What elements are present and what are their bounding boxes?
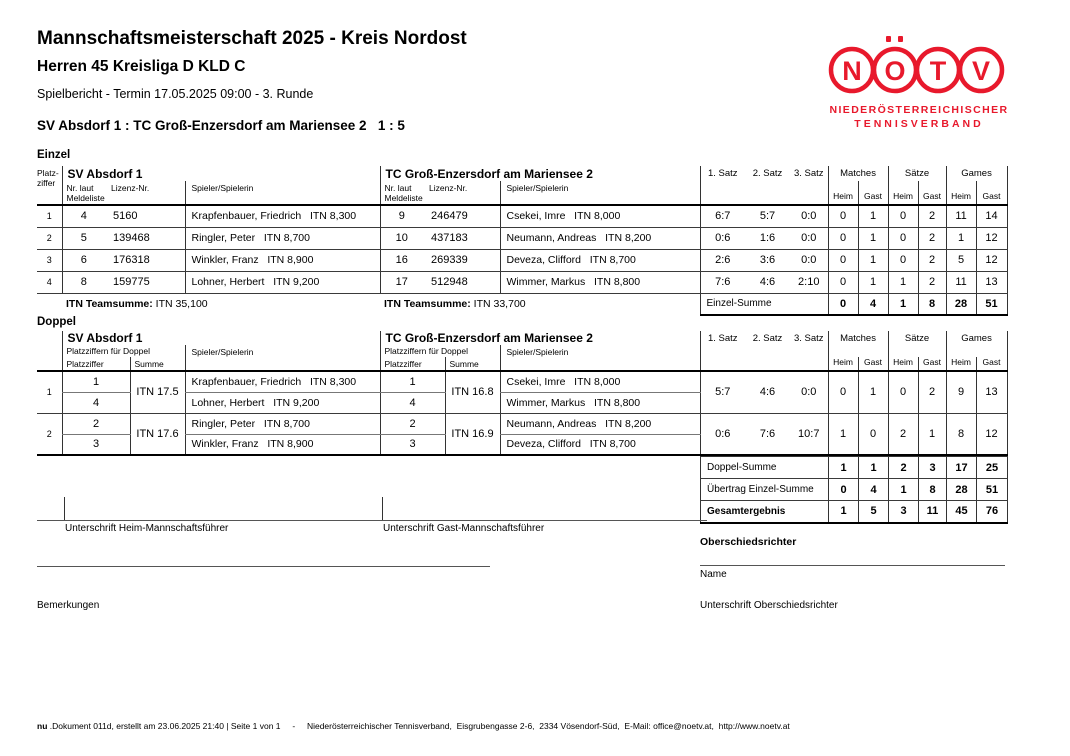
games-gast-label: Gast [976,357,1007,371]
cell-satz1: 6:7 [700,205,745,227]
page-footer [37,721,790,731]
home-signature-label: Unterschrift Heim-Mannschaftsführer [65,523,229,534]
cell-guest-summe: ITN 16.9 [445,413,500,455]
col-games: Games [946,166,1007,181]
cell-guest-spieler-2: Wimmer, Markus ITN 8,800 [500,392,700,413]
cell-satz3: 0:0 [790,249,828,271]
cell-satz1: 5:7 [700,371,745,413]
cell-home-nr: 6 [62,249,105,271]
home-col-spieler: Spieler/Spielerin [185,345,380,371]
cell-satz3: 2:10 [790,271,828,293]
cell-platz: 4 [37,271,62,293]
cell-satz2: 5:7 [745,205,790,227]
cell-home-summe: ITN 17.6 [130,413,185,455]
cell-guest-lizenz: 437183 [423,227,500,249]
cell-guest-platzziffer-2: 3 [380,434,445,455]
cell-matches-heim: 1 [828,413,858,455]
cell-home-platzziffer-1: 2 [62,413,130,434]
matches-heim-label: Heim [828,181,858,205]
cell-satz2: 7:6 [745,413,790,455]
cell-games-gast: 13 [976,371,1007,413]
cell-matches-gast: 1 [858,227,888,249]
cell-saetze-heim: 0 [888,205,918,227]
val-games-gast: 51 [977,479,1008,501]
home-col-spieler: Spieler/Spielerin [185,181,380,205]
saetze-gast-label: Gast [918,181,946,205]
guest-col-spieler: Spieler/Spielerin [500,181,700,205]
val-saetze-gast: 8 [919,479,947,501]
val-matches-gast: 1 [859,457,889,479]
guest-col-platzziffern: Platzziffern für Doppel [380,345,500,357]
cell-home-lizenz: 139468 [105,227,185,249]
cell-games-gast: 14 [976,205,1007,227]
einzel-table [37,166,1008,316]
home-signature-tick [64,497,65,520]
matches-heim-label: Heim [828,357,858,371]
cell-guest-spieler-2: Deveza, Clifford ITN 8,700 [500,434,700,455]
cell-guest-spieler: Deveza, Clifford ITN 8,700 [500,249,700,271]
games-heim-label: Heim [946,181,976,205]
referee-title: Oberschiedsrichter [700,536,797,548]
cell-guest-lizenz: 246479 [423,205,500,227]
col-satz2: 2. Satz [745,331,790,371]
cell-matches-gast: 1 [858,249,888,271]
guest-col-summe: Summe [445,357,500,371]
home-col-lizenz: Lizenz-Nr. [105,181,185,205]
signature-baseline [37,520,707,521]
guest-col-spieler: Spieler/Spielerin [500,345,700,371]
guest-signature-tick [382,497,383,520]
val-matches-heim: 0 [829,479,859,501]
remarks-label: Bemerkungen [37,600,100,611]
val-games-heim: 28 [947,479,977,501]
cell-home-spieler: Winkler, Franz ITN 8,900 [185,249,380,271]
cell-matches-gast: 1 [858,205,888,227]
cell-matches-heim: 0 [828,205,858,227]
report-line: Spielbericht - Termin 17.05.2025 09:00 - 3. Runde [37,87,314,101]
saetze-heim-label: Heim [888,357,918,371]
cell-home-platzziffer-2: 4 [62,392,130,413]
guest-signature-label: Unterschrift Gast-Mannschaftsführer [383,523,545,534]
logo-letter-4: V [971,56,991,86]
cell-home-nr: 5 [62,227,105,249]
einzel-row-3 [37,249,1007,271]
platzziffer-header: Platz- ziffer [37,166,62,205]
home-teamsumme: ITN Teamsumme: ITN 35,100 [66,298,208,311]
logo-text-line1: NIEDERÖSTERREICHISCHER [829,104,1009,116]
cell-home-spieler: Lohner, Herbert ITN 9,200 [185,271,380,293]
cell-home-lizenz: 159775 [105,271,185,293]
cell-satz1: 2:6 [700,249,745,271]
val-games-heim: 17 [947,457,977,479]
cell-games-gast: 12 [976,249,1007,271]
cell-saetze-gast: 1 [918,413,946,455]
cell-satz1: 7:6 [700,271,745,293]
cell-games-gast: 13 [976,271,1007,293]
games-gast-label: Gast [976,181,1007,205]
cell-games-heim: 1 [946,227,976,249]
cell-satz2: 4:6 [745,371,790,413]
cell-guest-spieler: Neumann, Andreas ITN 8,200 [500,227,700,249]
col-satz1: 1. Satz [700,166,745,205]
cell-matches-heim: 0 [828,249,858,271]
summe-saetze-gast: 8 [918,293,946,315]
cell-saetze-gast: 2 [918,249,946,271]
einzel-header-row-1 [37,166,1007,181]
cell-saetze-gast: 2 [918,371,946,413]
val-saetze-gast: 3 [919,457,947,479]
cell-home-spieler: Ringler, Peter ITN 8,700 [185,227,380,249]
logo-text-line2: TENNISVERBAND [854,118,984,130]
gesamtergebnis-label: Gesamtergebnis [701,501,829,523]
home-col-platzziffer: Platzziffer [62,357,130,371]
col-games: Games [946,331,1007,357]
uebertrag-label: Übertrag Einzel-Summe [701,479,829,501]
cell-guest-spieler: Wimmer, Markus ITN 8,800 [500,271,700,293]
cell-satz3: 0:0 [790,371,828,413]
summe-games-gast: 51 [976,293,1007,315]
cell-games-heim: 8 [946,413,976,455]
cell-guest-nr: 17 [380,271,423,293]
val-games-gast: 76 [977,501,1008,523]
cell-home-nr: 4 [62,205,105,227]
match-result-line: SV Absdorf 1 : TC Groß-Enzersdorf am Mariensee 2 1 : 5 [37,118,405,133]
cell-platz: 2 [37,227,62,249]
saetze-gast-label: Gast [918,357,946,371]
page-title: Mannschaftsmeisterschaft 2025 - Kreis Nordost [37,28,467,49]
cell-home-nr: 8 [62,271,105,293]
cell-matches-gast: 0 [858,413,888,455]
gesamtergebnis-row [701,501,1008,523]
einzel-row-1 [37,205,1007,227]
footer-prefix: nu [37,721,48,731]
cell-home-spieler: Krapfenbauer, Friedrich ITN 8,300 [185,205,380,227]
doppel-summe-label: Doppel-Summe [701,457,829,479]
cell-saetze-gast: 2 [918,271,946,293]
footer-document-info: .Dokument 011d, erstellt am 23.06.2025 21:40 | Seite 1 von 1 - [47,721,307,731]
einzel-row-2 [37,227,1007,249]
games-heim-label: Heim [946,357,976,371]
cell-guest-spieler-1: Csekei, Imre ITN 8,000 [500,371,700,392]
cell-matches-gast: 1 [858,271,888,293]
home-team-name: SV Absdorf 1 [62,166,380,181]
matches-gast-label: Gast [858,181,888,205]
einzel-row-4 [37,271,1007,293]
cell-matches-heim: 0 [828,227,858,249]
cell-home-spieler-1: Ringler, Peter ITN 8,700 [185,413,380,434]
col-satz3: 3. Satz [790,331,828,371]
cell-satz3: 10:7 [790,413,828,455]
logo-letter-2: O [884,56,906,86]
cell-matches-heim: 0 [828,371,858,413]
cell-guest-summe: ITN 16.8 [445,371,500,413]
val-saetze-heim: 2 [889,457,919,479]
col-matches: Matches [828,166,888,181]
doppel-summe-row [701,457,1008,479]
guest-col-platzziffer: Platzziffer [380,357,445,371]
cell-saetze-heim: 0 [888,249,918,271]
cell-home-spieler-1: Krapfenbauer, Friedrich ITN 8,300 [185,371,380,392]
doppel-table [37,331,1008,456]
logo-letter-3: T [929,56,947,86]
val-matches-heim: 1 [829,501,859,523]
cell-guest-nr: 16 [380,249,423,271]
einzel-summe-label: Einzel-Summe [700,293,828,315]
footer-association-info: Niederösterreichischer Tennisverband, Eisgrubengasse 2-6, 2334 Vösendorf-Süd, E-Mail: office@noetv.at, http://www.noetv.at [306,721,790,731]
summary-table [700,456,1008,524]
cell-guest-lizenz: 512948 [423,271,500,293]
summe-games-heim: 28 [946,293,976,315]
cell-satz1: 0:6 [700,227,745,249]
cell-guest-nr: 9 [380,205,423,227]
home-col-platzziffern: Platzziffern für Doppel [62,345,185,357]
guest-team-name: TC Groß-Enzersdorf am Mariensee 2 [380,331,700,345]
summe-saetze-heim: 1 [888,293,918,315]
col-matches: Matches [828,331,888,357]
cell-matches-gast: 1 [858,371,888,413]
cell-games-heim: 11 [946,271,976,293]
logo-letter-1: N [842,56,862,86]
einzel-header-row-2 [37,181,1007,205]
referee-name-line [700,565,1005,566]
val-matches-heim: 1 [829,457,859,479]
cell-home-lizenz: 5160 [105,205,185,227]
cell-matches-heim: 0 [828,271,858,293]
cell-games-heim: 5 [946,249,976,271]
val-games-heim: 45 [947,501,977,523]
einzel-section-title: Einzel [37,149,71,161]
col-saetze: Sätze [888,166,946,181]
cell-guest-spieler: Csekei, Imre ITN 8,000 [500,205,700,227]
noetv-logo-circles [824,30,1014,98]
cell-guest-platzziffer-1: 2 [380,413,445,434]
cell-platz: 1 [37,205,62,227]
val-games-gast: 25 [977,457,1008,479]
cell-games-heim: 11 [946,205,976,227]
cell-guest-platzziffer-1: 1 [380,371,445,392]
cell-guest-lizenz: 269339 [423,249,500,271]
doppel-header-row-1 [37,331,1007,345]
remarks-line [37,566,490,567]
cell-guest-nr: 10 [380,227,423,249]
home-col-nr: Nr. laut Meldeliste [62,181,105,205]
doppel-row-1a [37,371,1007,392]
cell-saetze-heim: 0 [888,371,918,413]
cell-platz: 2 [37,413,62,455]
guest-col-nr: Nr. laut Meldeliste [380,181,423,205]
einzel-summe-row [37,293,1007,315]
cell-home-lizenz: 176318 [105,249,185,271]
cell-satz3: 0:0 [790,205,828,227]
col-satz2: 2. Satz [745,166,790,205]
cell-satz2: 1:6 [745,227,790,249]
val-saetze-gast: 11 [919,501,947,523]
cell-platz: 3 [37,249,62,271]
cell-saetze-heim: 2 [888,413,918,455]
cell-guest-platzziffer-2: 4 [380,392,445,413]
cell-satz2: 4:6 [745,271,790,293]
noetv-logo [824,30,1014,130]
cell-home-platzziffer-2: 3 [62,434,130,455]
summe-matches-heim: 0 [828,293,858,315]
cell-saetze-gast: 2 [918,227,946,249]
cell-games-gast: 12 [976,227,1007,249]
cell-satz1: 0:6 [700,413,745,455]
matches-gast-label: Gast [858,357,888,371]
col-satz1: 1. Satz [700,331,745,371]
val-matches-gast: 5 [859,501,889,523]
col-satz3: 3. Satz [790,166,828,205]
league-subtitle: Herren 45 Kreisliga D KLD C [37,58,246,75]
cell-saetze-heim: 0 [888,227,918,249]
val-saetze-heim: 1 [889,479,919,501]
doppel-section-title: Doppel [37,316,76,328]
val-saetze-heim: 3 [889,501,919,523]
col-saetze: Sätze [888,331,946,357]
cell-satz3: 0:0 [790,227,828,249]
cell-platz: 1 [37,371,62,413]
umlaut-dots-icon [886,36,903,42]
val-matches-gast: 4 [859,479,889,501]
cell-saetze-heim: 1 [888,271,918,293]
cell-saetze-gast: 2 [918,205,946,227]
cell-home-summe: ITN 17.5 [130,371,185,413]
doppel-row-2a [37,413,1007,434]
home-col-summe: Summe [130,357,185,371]
home-team-name: SV Absdorf 1 [62,331,380,345]
saetze-heim-label: Heim [888,181,918,205]
cell-home-spieler-2: Lohner, Herbert ITN 9,200 [185,392,380,413]
guest-team-name: TC Groß-Enzersdorf am Mariensee 2 [380,166,700,181]
cell-satz2: 3:6 [745,249,790,271]
cell-guest-spieler-1: Neumann, Andreas ITN 8,200 [500,413,700,434]
cell-games-heim: 9 [946,371,976,413]
summe-matches-gast: 4 [858,293,888,315]
cell-home-spieler-2: Winkler, Franz ITN 8,900 [185,434,380,455]
guest-col-lizenz: Lizenz-Nr. [423,181,500,205]
cell-home-platzziffer-1: 1 [62,371,130,392]
referee-signature-label: Unterschrift Oberschiedsrichter [700,600,838,611]
guest-teamsumme: ITN Teamsumme: ITN 33,700 [384,298,526,311]
referee-name-label: Name [700,569,727,580]
cell-games-gast: 12 [976,413,1007,455]
uebertrag-row [701,479,1008,501]
